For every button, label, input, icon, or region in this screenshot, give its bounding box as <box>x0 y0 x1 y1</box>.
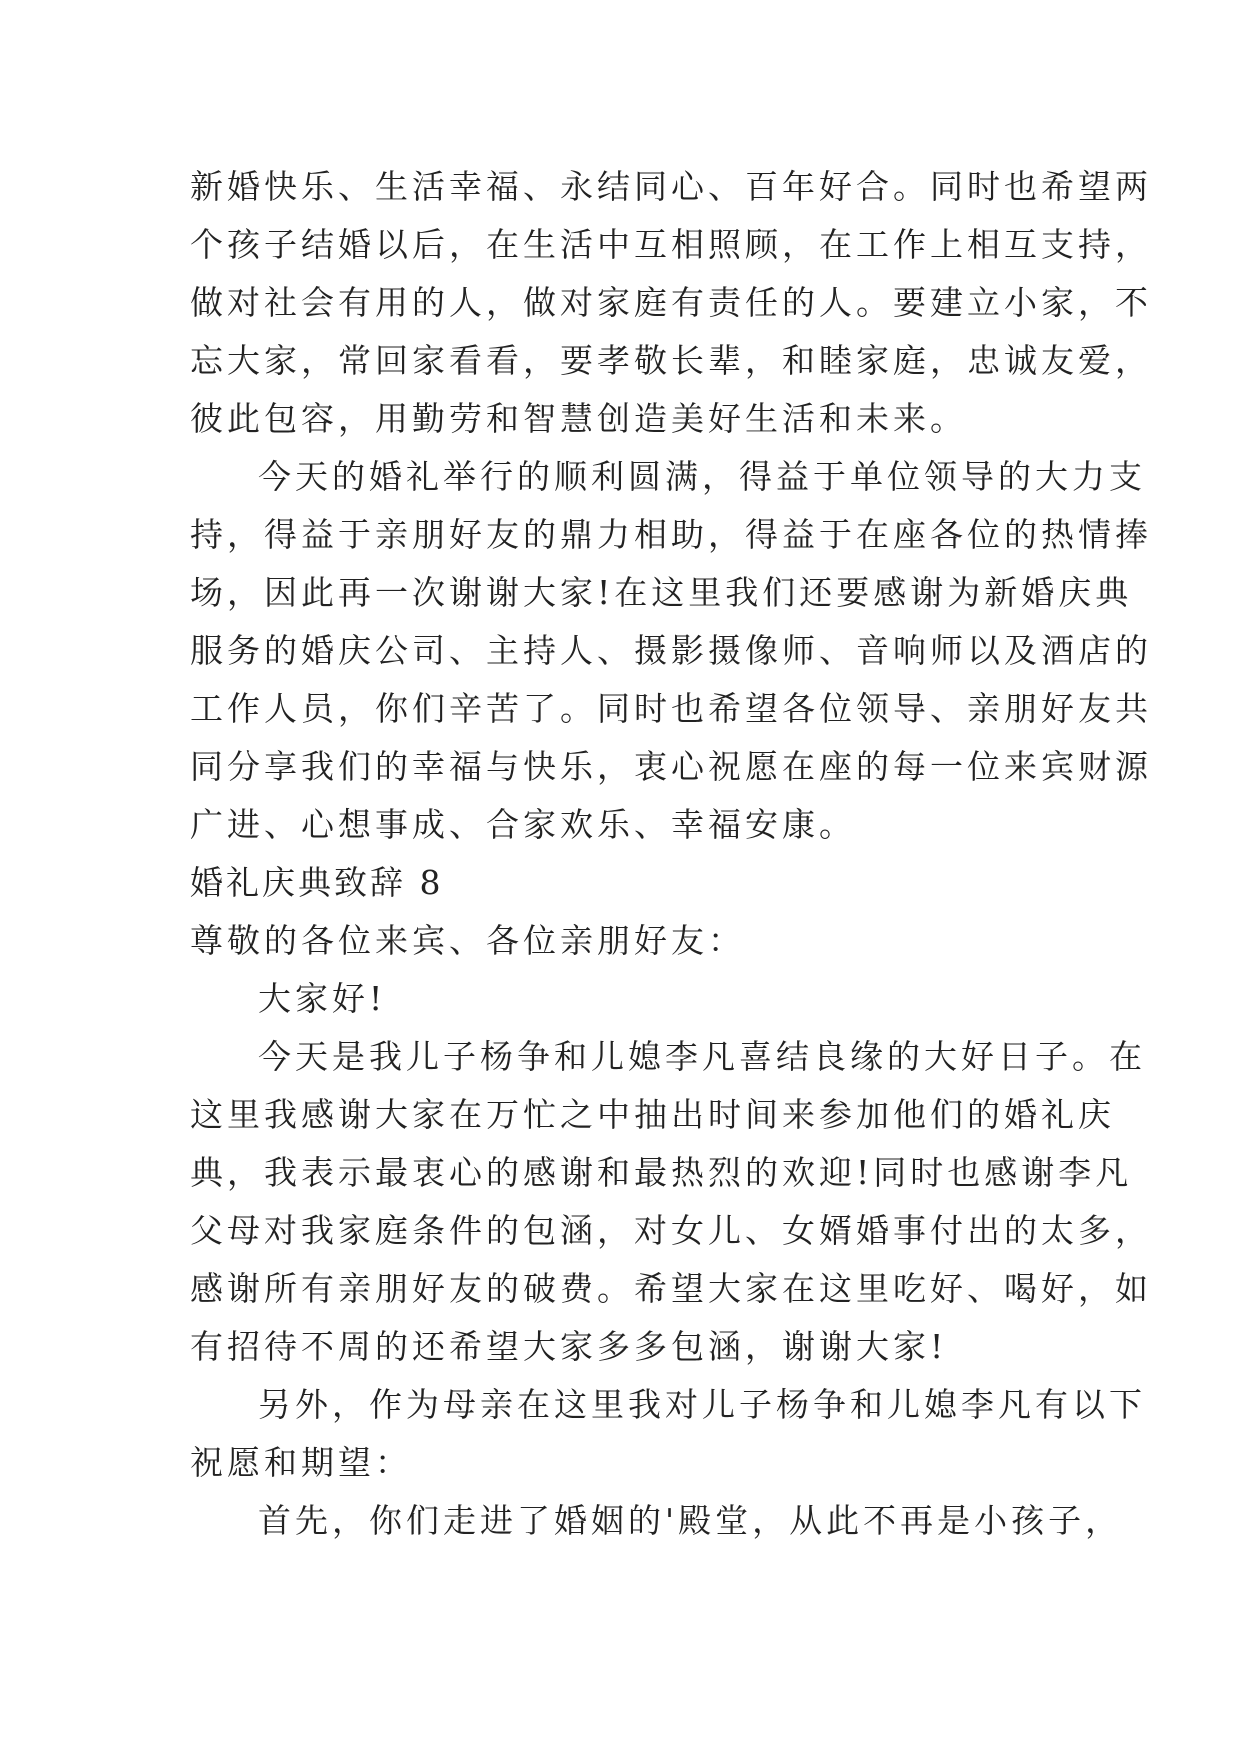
text-line-20: 感谢所有亲朋好友的破费。希望大家在这里吃好、喝好，如 <box>190 1269 1152 1308</box>
text-line-5: 彼此包容，用勤劳和智慧创造美好生活和未来。 <box>190 399 967 438</box>
text-line-9: 服务的婚庆公司、主持人、摄影摄像师、音响师以及酒店的 <box>190 631 1152 670</box>
text-line-16: 今天是我儿子杨争和儿媳李凡喜结良缘的大好日子。在 <box>258 1037 1146 1076</box>
text-line-17: 这里我感谢大家在万忙之中抽出时间来参加他们的婚礼庆 <box>190 1095 1115 1134</box>
document-body <box>190 158 1152 1550</box>
salutation-line: 尊敬的各位来宾、各位亲朋好友： <box>190 921 745 960</box>
text-line-3: 做对社会有用的人，做对家庭有责任的人。要建立小家，不 <box>190 283 1152 322</box>
section-heading: 婚礼庆典致辞 8 <box>190 863 444 902</box>
text-line-18: 典，我表示最衷心的感谢和最热烈的欢迎!同时也感谢李凡 <box>190 1153 1133 1192</box>
text-line-22: 另外，作为母亲在这里我对儿子杨争和儿媳李凡有以下 <box>258 1385 1146 1424</box>
greeting-line: 大家好! <box>258 979 387 1018</box>
text-line-6: 今天的婚礼举行的顺利圆满，得益于单位领导的大力支 <box>258 457 1146 496</box>
text-line-10: 工作人员，你们辛苦了。同时也希望各位领导、亲朋好友共 <box>190 689 1152 728</box>
text-line-12: 广进、心想事成、合家欢乐、幸福安康。 <box>190 805 856 844</box>
text-line-4: 忘大家，常回家看看，要孝敬长辈，和睦家庭，忠诚友爱， <box>190 341 1152 380</box>
text-line-11: 同分享我们的幸福与快乐，衷心祝愿在座的每一位来宾财源 <box>190 747 1152 786</box>
text-line-8: 场，因此再一次谢谢大家!在这里我们还要感谢为新婚庆典 <box>190 573 1133 612</box>
text-line-1: 新婚快乐、生活幸福、永结同心、百年好合。同时也希望两 <box>190 167 1152 206</box>
text-line-21: 有招待不周的还希望大家多多包涵，谢谢大家! <box>190 1327 948 1366</box>
text-line-23: 祝愿和期望： <box>190 1443 412 1482</box>
text-line-24: 首先，你们走进了婚姻的'殿堂，从此不再是小孩子， <box>258 1501 1123 1540</box>
text-line-7: 持，得益于亲朋好友的鼎力相助，得益于在座各位的热情捧 <box>190 515 1152 554</box>
text-line-2: 个孩子结婚以后，在生活中互相照顾，在工作上相互支持， <box>190 225 1152 264</box>
text-line-19: 父母对我家庭条件的包涵，对女儿、女婿婚事付出的太多， <box>190 1211 1152 1250</box>
